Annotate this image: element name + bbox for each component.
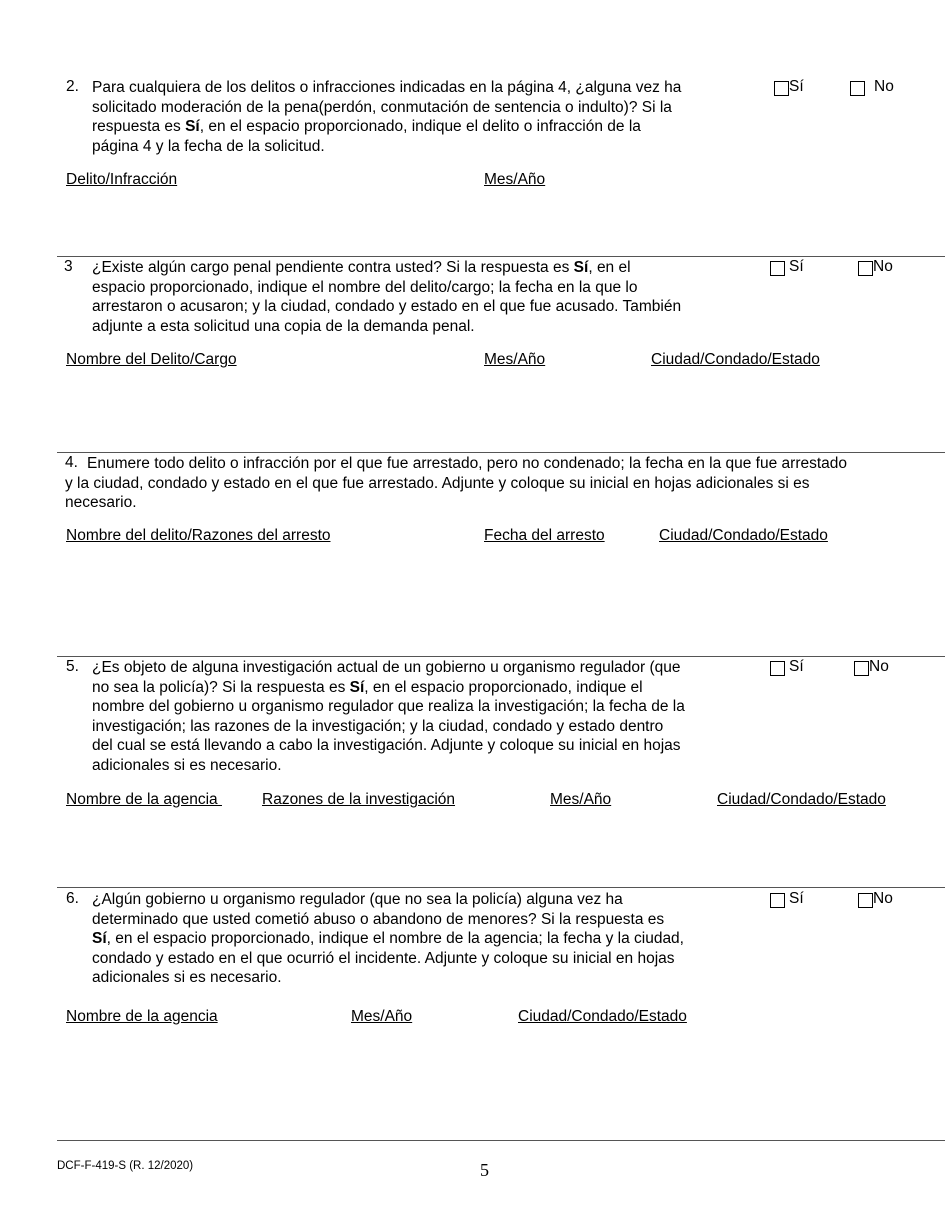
question-5-column-agency: Nombre de la agencia	[66, 791, 222, 808]
text-segment: página 4 y la fecha de la solicitud.	[92, 137, 325, 155]
page-number: 5	[480, 1160, 489, 1180]
question-text-line	[65, 493, 847, 513]
question-text-line	[92, 278, 681, 298]
question-4-column-arrest-date: Fecha del arresto	[484, 527, 605, 544]
question-4-text	[65, 454, 847, 513]
question-6-column-month-year: Mes/Año	[351, 1008, 413, 1025]
text-segment: condado y estado en el que ocurrió el incidente. Adjunte y coloque su inicial en hojas	[92, 949, 675, 967]
text-segment: determinado que usted cometió abuso o abandono de menores? Si la respuesta es	[92, 910, 665, 928]
question-2-number: 2.	[66, 78, 79, 95]
text-segment: espacio proporcionado, indique el nombre del delito/cargo; la fecha en la que lo	[92, 278, 638, 296]
question-text-line	[92, 910, 684, 930]
question-text-line	[92, 717, 685, 737]
question-3-no-label: No	[873, 258, 893, 275]
question-text-line	[92, 78, 681, 98]
text-segment: , en el espacio proporcionado, indique el	[364, 678, 643, 696]
question-text-line	[92, 297, 681, 317]
text-segment: solicitado moderación de la pena(perdón, conmutación de sentencia o indulto)? Si la	[92, 98, 672, 116]
question-6-yes-label: Sí	[789, 890, 804, 907]
text-segment: adicionales si es necesario.	[92, 969, 282, 987]
emphasis-text: Sí	[92, 930, 107, 948]
question-text-line	[92, 258, 681, 278]
text-segment: investigación; las razones de la investigación; y la ciudad, condado y estado dentro	[92, 717, 664, 735]
text-segment: Para cualquiera de los delitos o infracciones indicadas en la página 4, ¿alguna vez ha	[92, 79, 682, 96]
question-text-line	[92, 949, 684, 969]
question-2-text	[92, 78, 681, 156]
question-3-yes-checkbox[interactable]	[770, 261, 785, 276]
question-2-column-month-year: Mes/Año	[484, 171, 546, 188]
question-5-no-checkbox[interactable]	[854, 661, 869, 676]
question-3-no-checkbox[interactable]	[858, 261, 873, 276]
question-text-line	[92, 137, 681, 157]
question-2-no-checkbox[interactable]	[850, 81, 865, 96]
question-text-line	[92, 736, 685, 756]
question-4-column-location: Ciudad/Condado/Estado	[659, 527, 828, 544]
question-2-no-label: No	[874, 78, 894, 95]
question-3-column-location: Ciudad/Condado/Estado	[651, 351, 820, 368]
question-3-yes-label: Sí	[789, 258, 804, 275]
question-5-number: 5.	[66, 658, 79, 675]
text-segment: ¿Algún gobierno u organismo regulador (que no sea la policía) alguna vez ha	[92, 891, 623, 908]
text-segment: respuesta es	[92, 118, 186, 136]
text-segment: adicionales si es necesario.	[92, 756, 282, 774]
emphasis-text: Sí	[573, 259, 589, 276]
question-2-yes-checkbox[interactable]	[774, 81, 789, 96]
question-5-text	[92, 658, 685, 776]
question-6-no-label: No	[873, 890, 893, 907]
question-6-column-agency: Nombre de la agencia	[66, 1008, 218, 1025]
text-segment: no sea la policía)? Si la respuesta es	[92, 678, 350, 696]
question-5-no-label: No	[869, 658, 889, 675]
question-text-line	[92, 317, 681, 337]
question-3-number: 3	[64, 258, 73, 275]
text-segment: , en el espacio proporcionado, indique el delito o infracción de la	[199, 118, 641, 136]
form-code: DCF-F-419-S (R. 12/2020)	[57, 1160, 194, 1172]
question-3-column-month-year: Mes/Año	[484, 351, 546, 368]
question-5-yes-label: Sí	[789, 658, 804, 675]
text-segment: ¿Es objeto de alguna investigación actual de un gobierno u organismo regulador (que	[92, 659, 681, 676]
question-text-line	[65, 454, 847, 474]
text-segment: necesario.	[65, 494, 137, 512]
text-segment: Enumere todo delito o infracción por el que fue arrestado, pero no condenado; la fecha en la que fue arrestado	[87, 455, 848, 472]
question-text-line	[92, 697, 685, 717]
question-6-text	[92, 890, 684, 988]
section-divider	[57, 256, 945, 257]
question-5-column-location: Ciudad/Condado/Estado	[717, 791, 886, 808]
question-4-number: 4.	[65, 454, 78, 471]
question-text-line	[92, 678, 685, 698]
question-text-line	[92, 890, 684, 910]
text-segment: del cual se está llevando a cabo la investigación. Adjunte y coloque su inicial en hojas	[92, 737, 681, 755]
text-segment: , en el	[588, 259, 631, 276]
question-5-yes-checkbox[interactable]	[770, 661, 785, 676]
question-6-number: 6.	[66, 890, 79, 907]
question-text-line	[92, 968, 684, 988]
question-5-column-reasons: Razones de la investigación	[262, 791, 456, 808]
emphasis-text: Sí	[185, 118, 200, 136]
text-segment: adjunte a esta solicitud una copia de la demanda penal.	[92, 317, 475, 335]
question-text-line	[92, 98, 681, 118]
question-4-column-offense-reasons: Nombre del delito/Razones del arresto	[66, 527, 331, 544]
section-divider	[57, 887, 945, 888]
text-segment: ¿Existe algún cargo penal pendiente contra usted? Si la respuesta es	[92, 259, 574, 276]
question-6-yes-checkbox[interactable]	[770, 893, 785, 908]
question-3-text	[92, 258, 681, 336]
question-6-no-checkbox[interactable]	[858, 893, 873, 908]
question-text-line	[65, 474, 847, 494]
question-6-column-location: Ciudad/Condado/Estado	[518, 1008, 687, 1025]
text-segment: y la ciudad, condado y estado en el que fue arrestado. Adjunte y coloque su inicial en hojas adicionales si es	[65, 474, 810, 492]
question-3-column-offense: Nombre del Delito/Cargo	[66, 351, 237, 368]
text-segment: , en el espacio proporcionado, indique el nombre de la agencia; la fecha y la ciudad,	[106, 930, 684, 948]
question-text-line	[92, 658, 685, 678]
section-divider	[57, 452, 945, 453]
question-2-yes-label: Sí	[789, 78, 804, 95]
text-segment: nombre del gobierno u organismo regulador que realiza la investigación; la fecha de la	[92, 698, 685, 716]
question-5-column-month-year: Mes/Año	[550, 791, 612, 808]
question-text-line	[92, 929, 684, 949]
section-divider	[57, 656, 945, 657]
question-text-line	[92, 117, 681, 137]
question-text-line	[92, 756, 685, 776]
text-segment: arrestaron o acusaron; y la ciudad, condado y estado en el que fue acusado. También	[92, 298, 682, 316]
footer-divider	[57, 1140, 945, 1141]
emphasis-text: Sí	[349, 678, 365, 696]
question-2-column-offense: Delito/Infracción	[66, 171, 178, 188]
